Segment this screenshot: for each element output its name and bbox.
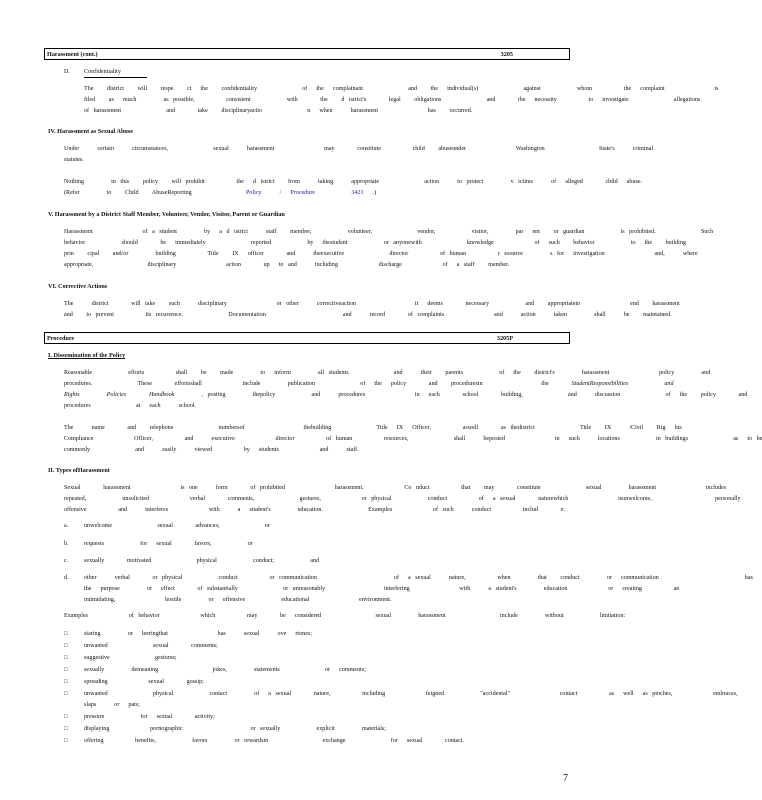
list-item-a-key: a. xyxy=(64,523,69,529)
checkbox-bullet-icon: □ xyxy=(64,643,68,649)
bullet-item: offering benefits, favors or rewardsin exchange for sexual contact. xyxy=(84,738,465,744)
bullet-item-continued: slaps or pats; xyxy=(84,702,140,708)
procedure-section-i-heading: I. Dissemination of the Policy xyxy=(48,352,126,359)
policy-header-number: 3205 xyxy=(500,50,513,58)
section-iv-para2-line1: Nothing in this policy will prohibit the d istrict from taking appropriate action to protect v ictims of alleged child abuse. xyxy=(64,179,643,185)
section-vi-line-1: The district will take such disciplinary or other correctiveaction it deems necessary and appropriateto end harassment xyxy=(64,301,680,307)
section-iv-para1-line1: Under certain circumstances, sexual harassment may constitute child abuseunder Washington State's criminal xyxy=(64,146,654,152)
list-item-c-key: c. xyxy=(64,558,69,564)
section-v-line-3: prin cipal and/or building Title IX officer and theexecutive director of human r esource s for investigation and, where xyxy=(64,251,698,257)
section-iv-para2-line2 xyxy=(64,189,376,199)
procedure-header-number: 3205P xyxy=(496,334,513,342)
section-i-para1-line3-text: , posting thepolicy and procedures in each school building, and discussion of the policy and xyxy=(174,392,748,398)
procedure-header-title: Procedure xyxy=(47,334,75,342)
section-ii-line-3: offensive and interferes with a student's education. Examples of such conduct includ e: xyxy=(64,507,565,513)
checkbox-bullet-icon: □ xyxy=(64,655,68,661)
section-i-para2-line3: commonly and easily viewed by students and staff. xyxy=(64,447,359,453)
bullet-item: staring or leeringthat has sexual ove rtones; xyxy=(84,631,312,637)
examples-intro: Examples of behavior which may be considered sexual harassment include without limitation: xyxy=(64,613,626,619)
section-d-line-1: The district will respe ct the confidentiality of the complainant and the individual(s) against whom the complaint is xyxy=(84,86,719,92)
handbook-title-part3: Rights Policies Handbook xyxy=(64,392,175,398)
handbook-title-part2: and xyxy=(664,381,674,387)
checkbox-bullet-icon: □ xyxy=(64,667,68,673)
policy-3421-link[interactable]: Policy / Procedure 3421 xyxy=(246,190,364,196)
checkbox-bullet-icon: □ xyxy=(64,679,68,685)
section-ii-line-1: Sexual harassment is one form of prohibited harassment. Co nduct that may constitute sexual harassment includes xyxy=(64,485,727,491)
checkbox-bullet-icon: □ xyxy=(64,691,68,697)
policy-header-title: Harassment (cont.) xyxy=(47,50,98,58)
list-item-b-key: b. xyxy=(64,541,69,547)
section-d-title: Confidentiality xyxy=(84,68,147,78)
section-vi-line-2: and to prevent its recurrence. Documentation and record of complaints and action taken shall be maintained. xyxy=(64,312,672,318)
procedure-section-ii-heading: II. Types ofHarassment xyxy=(48,467,110,474)
section-d-line-3: of harassment and take disciplinaryactio n when harassment has occurred. xyxy=(84,108,473,114)
section-iv-heading: IV. Harassment as Sexual Abuse xyxy=(48,128,133,135)
section-i-para1-line1: Reasonable efforts shall be made to inform all students and their parents of the district's harassment policy and xyxy=(64,370,711,376)
section-i-para2-line1: The name and telephone numbersof thebuilding Title IX Officer, aswell as thedistrict Title IX /Civil Rig hts xyxy=(64,425,682,431)
checkbox-bullet-icon: □ xyxy=(64,738,68,744)
checkbox-bullet-icon: □ xyxy=(64,631,68,637)
checkbox-bullet-icon: □ xyxy=(64,726,68,732)
bullet-item: displaying pornographic or sexually explicit materials; xyxy=(84,726,386,732)
list-item-b: requests for sexual favors; or xyxy=(84,541,253,547)
handbook-title-part1: StudentResponsibilities xyxy=(571,381,629,387)
section-v-line-4: appropriate, disciplinary action up to and including discharge of a staff member. xyxy=(64,262,510,268)
section-ii-line-2: repeated, unsolicited verbal comments, gestures, or physical conduct of a sexual naturewhich isunwelcome, personally xyxy=(64,496,741,502)
section-d-line-2: filed as much as possible, consistent with the d istrict's legal obligations and the necessity to investigate allegations xyxy=(84,97,701,103)
section-iv-para1-line2: statutes. xyxy=(64,157,84,163)
section-i-para1-line2 xyxy=(64,380,673,390)
section-v-heading: V. Harassment by a District Staff Member, Volunteer, Vendor, Visitor, Parent or Guardian xyxy=(48,211,285,218)
bullet-item: pressure for sexual activity; xyxy=(84,714,215,720)
section-vi-heading: VI. Corrective Actions xyxy=(48,283,108,290)
section-v-line-1: Harassment of a student by a d istrict staff member, volunteer, vendor, visitor, par ent or guardian is prohibited. Such xyxy=(64,229,714,235)
section-i-para1-line2-text: procedures. These effortsshall include publication of the policy and proceduresin the xyxy=(64,381,572,387)
list-item-a: unwelcome sexual advances; or xyxy=(84,523,270,529)
policy-header-bar xyxy=(44,48,570,60)
checkbox-bullet-icon: □ xyxy=(64,714,68,720)
list-item-d-line1: other verbal or physical conduct or communication of a sexual nature, when that conduct or communication has xyxy=(84,575,753,581)
list-item-c: sexually motivated physical conduct; and xyxy=(84,558,319,564)
section-i-para1-line3 xyxy=(64,391,747,401)
reference-close: .) xyxy=(363,190,377,196)
bullet-item: sexually demeaning jokes, statements or comments; xyxy=(84,667,366,673)
section-i-para1-line4: procedures at each school. xyxy=(64,403,197,409)
reference-text: (Refer to Child AbuseReporting xyxy=(64,190,247,196)
procedure-header-bar xyxy=(44,332,570,344)
list-item-d-key: d. xyxy=(64,575,69,581)
bullet-item: spreading sexual gossip; xyxy=(84,679,204,685)
list-item-d-line2: the purpose or effect of substantially or unreasonably interfering with a student's education or creating an xyxy=(84,586,680,592)
page-number: 7 xyxy=(563,773,568,784)
bullet-item: suggestive gestures; xyxy=(84,655,177,661)
list-item-d-line3: intimidating, hostile or offensive educational environment. xyxy=(84,597,392,603)
bullet-item: unwanted physical contact of a sexual nature, including feigned "accidental" contact as well as pinches, embraces, xyxy=(84,691,738,697)
section-v-line-2: behavior should be immediately reported by thestudent or anyonewith knowledge of such behavior to the building xyxy=(64,240,686,246)
bullet-item: unwanted sexual comments; xyxy=(84,643,218,649)
section-i-para2-line2: Compliance Officer, and executive director of human resources, shall beposted in such locations in buildings as to be xyxy=(64,436,762,442)
section-d-label: D. xyxy=(64,69,70,75)
